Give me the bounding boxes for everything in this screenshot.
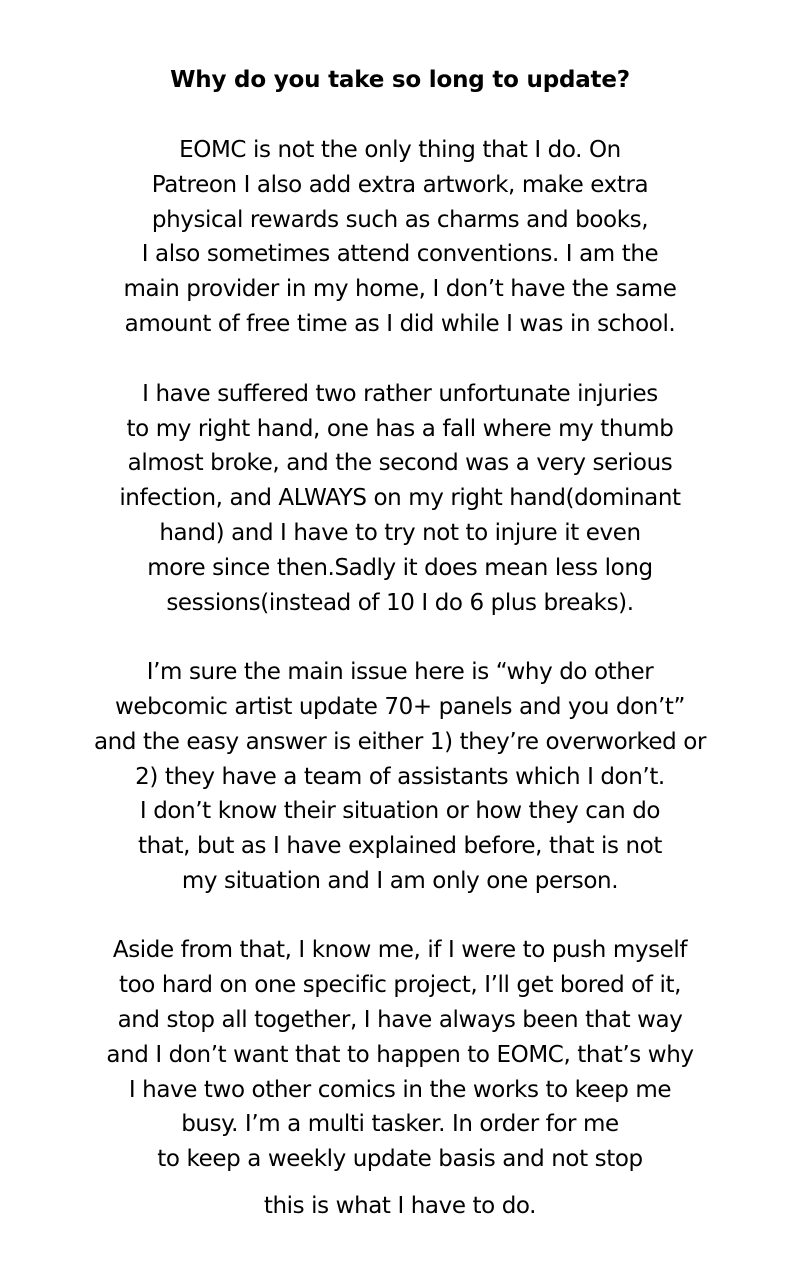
- paragraph-1-line-4: I also sometimes attend conventions. I am the: [141, 241, 659, 267]
- paragraph-2-line-2: to my right hand, one has a fall where my thumb: [126, 416, 674, 442]
- paragraph-4-line-6: busy. I’m a multi tasker. In order for me: [181, 1111, 619, 1137]
- paragraph-3-line-1: I’m sure the main issue here is “why do other: [146, 659, 654, 685]
- paragraph-3-line-7: my situation and I am only one person.: [181, 868, 619, 894]
- page-title: Why do you take so long to update?: [170, 67, 630, 93]
- paragraph-4-line-3: and stop all together, I have always been that way: [117, 1007, 683, 1033]
- paragraph-2-line-5: hand) and I have to try not to injure it even: [159, 520, 641, 546]
- paragraph-2-line-6: more since then.Sadly it does mean less long: [147, 555, 653, 581]
- paragraph-4-line-4: and I don’t want that to happen to EOMC, that’s why: [106, 1042, 694, 1068]
- paragraph-2-line-3: almost broke, and the second was a very serious: [127, 450, 673, 476]
- paragraph-3-line-3: and the easy answer is either 1) they’re overworked or: [93, 729, 707, 755]
- paragraph-1-line-1: EOMC is not the only thing that I do. On: [179, 137, 621, 163]
- paragraph-1-line-5: main provider in my home, I don’t have the same: [123, 276, 677, 302]
- paragraph-2-line-1: I have suffered two rather unfortunate injuries: [142, 381, 658, 407]
- paragraph-1-line-2: Patreon I also add extra artwork, make extra: [151, 172, 649, 198]
- paragraph-1-line-3: physical rewards such as charms and books,: [151, 207, 649, 233]
- paragraph-2-line-4: infection, and ALWAYS on my right hand(dominant: [119, 485, 681, 511]
- paragraph-2-line-7: sessions(instead of 10 I do 6 plus breaks).: [166, 590, 634, 616]
- paragraph-4-line-7: to keep a weekly update basis and not stop: [157, 1146, 643, 1172]
- paragraph-4-line-5: I have two other comics in the works to keep me: [128, 1077, 672, 1103]
- paragraph-3-line-4: 2) they have a team of assistants which I don’t.: [135, 764, 665, 790]
- paragraph-4-line-8: this is what I have to do.: [263, 1193, 537, 1219]
- paragraph-3-line-6: that, but as I have explained before, that is not: [138, 833, 662, 859]
- paragraph-1-line-6: amount of free time as I did while I was in school.: [124, 311, 676, 337]
- paragraph-3-line-5: I don’t know their situation or how they can do: [139, 798, 661, 824]
- paragraph-4-line-1: Aside from that, I know me, if I were to push myself: [112, 937, 688, 963]
- paragraph-3-line-2: webcomic artist update 70+ panels and you don’t”: [114, 694, 686, 720]
- paragraph-4-line-2: too hard on one specific project, I’ll get bored of it,: [119, 972, 681, 998]
